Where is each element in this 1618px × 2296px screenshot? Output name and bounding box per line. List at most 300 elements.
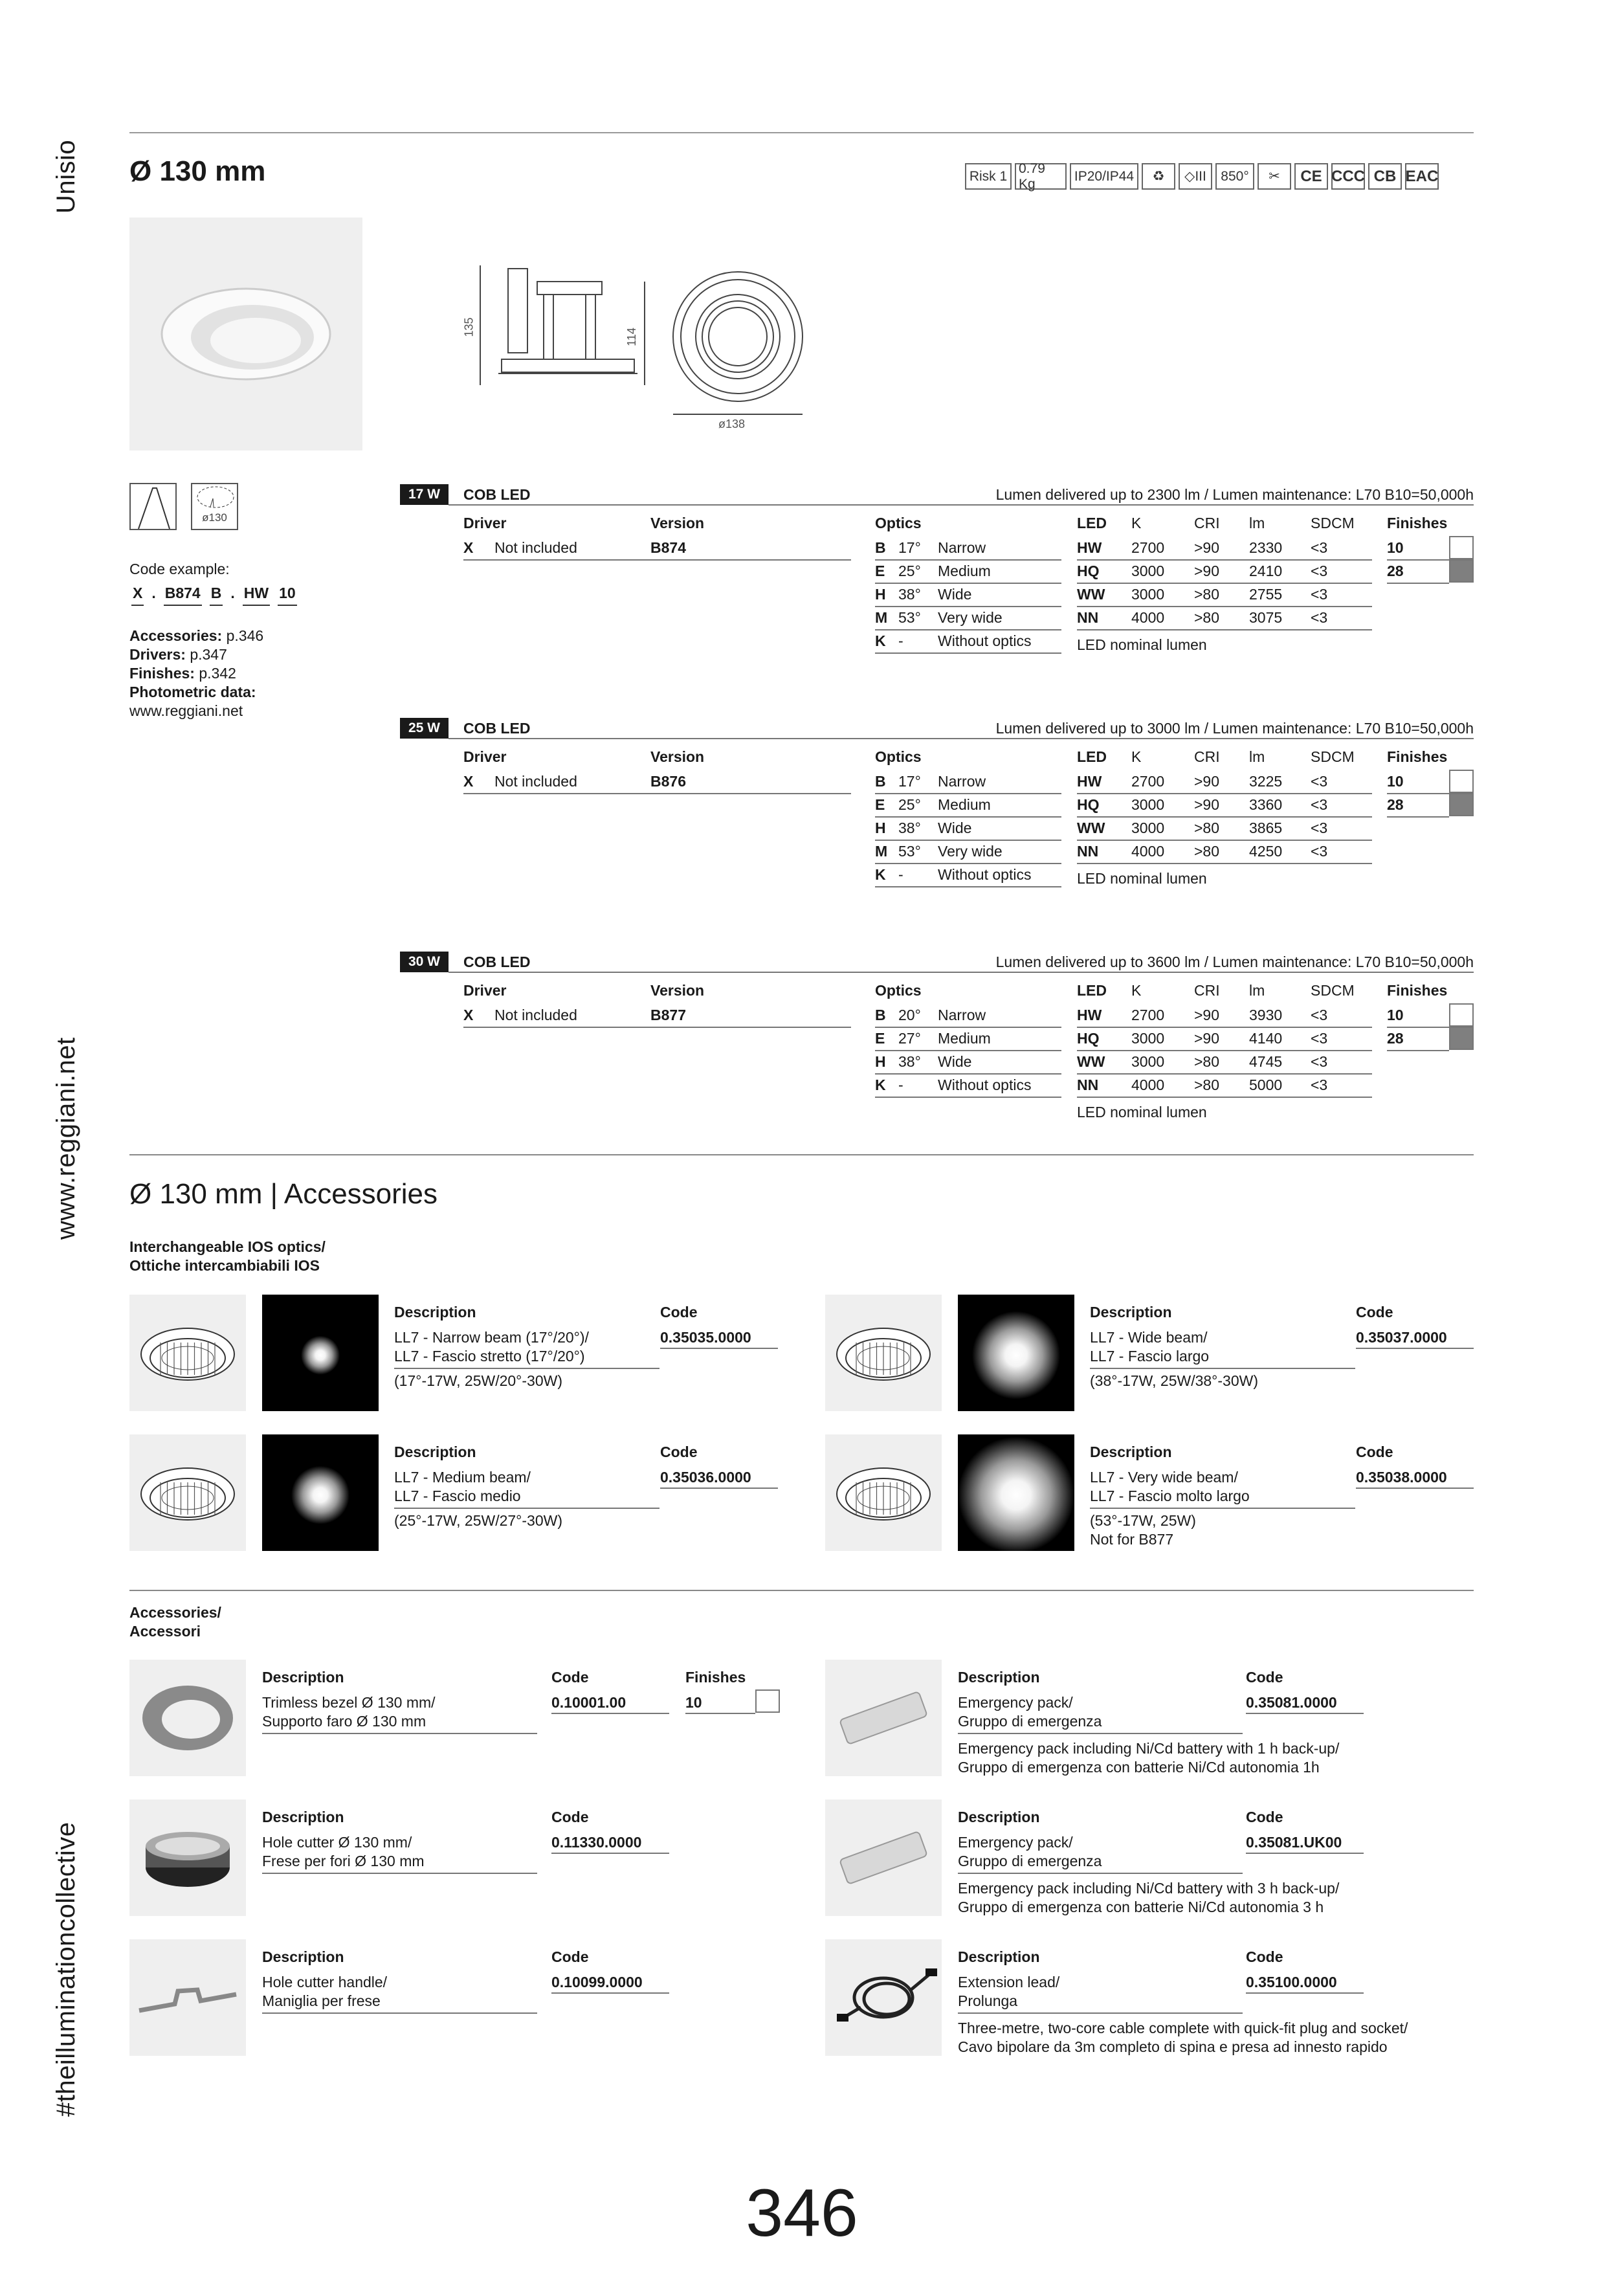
description-header: Description bbox=[394, 1304, 476, 1321]
optic-code[interactable]: B bbox=[875, 1007, 886, 1023]
led-lumen: 2755 bbox=[1249, 586, 1283, 603]
led-sdcm: <3 bbox=[1311, 819, 1328, 836]
code-underline bbox=[551, 1853, 669, 1854]
optic-code[interactable]: H bbox=[875, 1053, 886, 1070]
led-kelvin: 3000 bbox=[1131, 586, 1165, 603]
reference-line bbox=[129, 664, 263, 683]
description-line: LL7 - Fascio molto largo bbox=[1090, 1488, 1250, 1504]
no-insulation-cover-icon: ✂ bbox=[1258, 163, 1291, 190]
led-sdcm: <3 bbox=[1311, 796, 1328, 813]
product-photo bbox=[129, 217, 362, 451]
code-part: X bbox=[131, 585, 144, 606]
optic-angle: - bbox=[898, 632, 903, 649]
column-header-led: LED bbox=[1077, 515, 1107, 531]
led-sdcm: <3 bbox=[1311, 1030, 1328, 1047]
finish-code[interactable]: 10 bbox=[1387, 539, 1404, 556]
description-underline bbox=[394, 1368, 659, 1369]
optic-code[interactable]: E bbox=[875, 796, 885, 813]
cb-mark-icon: CB bbox=[1368, 163, 1402, 190]
led-cri: >90 bbox=[1194, 773, 1220, 790]
led-sdcm: <3 bbox=[1311, 609, 1328, 626]
column-header-driver: Driver bbox=[463, 982, 507, 999]
optic-angle: 53° bbox=[898, 843, 921, 860]
section-rule bbox=[449, 504, 1474, 506]
code-example bbox=[131, 585, 297, 606]
description-line: Gruppo di emergenza bbox=[958, 1853, 1102, 1869]
led-underline bbox=[1077, 840, 1372, 841]
code-underline bbox=[1246, 1853, 1364, 1854]
code-part: 10 bbox=[278, 585, 297, 606]
product-code[interactable]: 0.35035.0000 bbox=[660, 1329, 751, 1346]
finish-code[interactable]: 28 bbox=[1387, 1030, 1404, 1047]
led-kelvin: 4000 bbox=[1131, 609, 1165, 626]
led-underline bbox=[1077, 1097, 1372, 1098]
description-note: Not for B877 bbox=[1090, 1531, 1174, 1548]
led-cri: >80 bbox=[1194, 1053, 1220, 1070]
version-underline bbox=[650, 559, 851, 561]
product-code[interactable]: 0.35037.0000 bbox=[1356, 1329, 1447, 1346]
description-line: Trimless bezel Ø 130 mm/ bbox=[262, 1694, 436, 1711]
glow-wire-icon: 850° bbox=[1215, 163, 1254, 190]
height-dimension: 135 bbox=[462, 317, 476, 337]
description-line: LL7 - Fascio medio bbox=[394, 1488, 521, 1504]
finish-swatch[interactable] bbox=[755, 1689, 780, 1713]
finish-code[interactable]: 10 bbox=[1387, 1007, 1404, 1023]
optic-code[interactable]: H bbox=[875, 819, 886, 836]
reference-value: p.342 bbox=[199, 665, 236, 682]
led-cri: >90 bbox=[1194, 539, 1220, 556]
led-underline bbox=[1077, 559, 1372, 561]
optic-photo bbox=[825, 1295, 942, 1411]
description-note: Three-metre, two-core cable complete with quick-fit plug and socket/ bbox=[958, 2020, 1408, 2036]
finish-code[interactable]: 10 bbox=[685, 1694, 702, 1711]
reference-label: Photometric data: bbox=[129, 684, 256, 700]
family-name: Unisio bbox=[52, 139, 80, 214]
section-rule bbox=[449, 738, 1474, 739]
top-divider bbox=[129, 132, 1474, 133]
led-lumen: 3225 bbox=[1249, 773, 1283, 790]
reference-line bbox=[129, 627, 263, 645]
cutout-diameter-label: ø130 bbox=[202, 511, 227, 524]
description-underline bbox=[1090, 1508, 1355, 1509]
finish-swatch[interactable] bbox=[1449, 559, 1474, 583]
led-kelvin: 3000 bbox=[1131, 563, 1165, 579]
code-header: Code bbox=[1246, 1948, 1283, 1965]
website-link[interactable]: www.reggiani.net bbox=[52, 1037, 80, 1240]
accessory-photo-cutter bbox=[129, 1800, 246, 1916]
weight-icon: 0.79 Kg bbox=[1015, 163, 1067, 190]
optic-name: Narrow bbox=[938, 539, 986, 556]
optic-angle: 27° bbox=[898, 1030, 921, 1047]
accessories-title: Ø 130 mm | Accessories bbox=[129, 1178, 438, 1210]
optics-heading-line: Interchangeable IOS optics/ bbox=[129, 1238, 326, 1255]
optic-name: Medium bbox=[938, 796, 991, 813]
led-lumen: 2330 bbox=[1249, 539, 1283, 556]
section-rule bbox=[449, 972, 1474, 973]
driver-code: X bbox=[463, 773, 474, 790]
description-header: Description bbox=[1090, 1443, 1172, 1460]
reference-label: Drivers: bbox=[129, 646, 186, 663]
eac-mark-icon: EAC bbox=[1405, 163, 1439, 190]
optic-name: Medium bbox=[938, 1030, 991, 1047]
code-underline bbox=[660, 1488, 778, 1489]
code-part: B bbox=[210, 585, 223, 606]
led-lumen: 5000 bbox=[1249, 1076, 1283, 1093]
accessories-heading-line: Accessori bbox=[129, 1623, 201, 1640]
column-header-version: Version bbox=[650, 515, 705, 531]
led-note: LED nominal lumen bbox=[1077, 870, 1207, 887]
optic-angle: 25° bbox=[898, 563, 921, 579]
led-lumen: 2410 bbox=[1249, 563, 1283, 579]
optic-angle: - bbox=[898, 866, 903, 883]
photobiological-risk-icon: Risk 1 bbox=[965, 163, 1012, 190]
code-header: Code bbox=[660, 1304, 698, 1321]
wattage-badge: 25 W bbox=[400, 718, 449, 739]
version-code[interactable]: B874 bbox=[650, 539, 686, 556]
code-underline bbox=[1356, 1488, 1474, 1489]
accessories-heading-line: Accessories/ bbox=[129, 1604, 221, 1621]
column-header-cri: CRI bbox=[1194, 982, 1220, 999]
description-underline bbox=[958, 1873, 1243, 1874]
code-part: B874 bbox=[164, 585, 202, 606]
description-note: (25°-17W, 25W/27°-30W) bbox=[394, 1512, 562, 1529]
description-underline bbox=[1090, 1368, 1355, 1369]
accessory-photo-pack bbox=[825, 1660, 942, 1776]
led-code[interactable]: HW bbox=[1077, 539, 1102, 556]
led-underline bbox=[1077, 793, 1372, 794]
description-header: Description bbox=[262, 1669, 344, 1686]
description-line: Hole cutter Ø 130 mm/ bbox=[262, 1834, 412, 1851]
description-line: Supporto faro Ø 130 mm bbox=[262, 1713, 427, 1730]
reference-label: Accessories: bbox=[129, 627, 223, 644]
description-underline bbox=[262, 2012, 537, 2014]
column-header-finishes: Finishes bbox=[1387, 748, 1448, 765]
recycle-icon: ♻ bbox=[1142, 163, 1175, 190]
code-header: Code bbox=[551, 1948, 589, 1965]
accessories-heading bbox=[129, 1603, 221, 1641]
led-lumen: 3930 bbox=[1249, 1007, 1283, 1023]
optic-photo bbox=[129, 1295, 246, 1411]
column-header-optics: Optics bbox=[875, 982, 922, 999]
hashtag: #theilluminationcollective bbox=[52, 1822, 80, 2117]
code-underline bbox=[1356, 1348, 1474, 1349]
product-code[interactable]: 0.35081.0000 bbox=[1246, 1694, 1337, 1711]
optic-code[interactable]: E bbox=[875, 563, 885, 579]
optic-name: Narrow bbox=[938, 773, 986, 790]
finish-underline bbox=[1387, 816, 1449, 818]
finish-swatch[interactable] bbox=[1449, 793, 1474, 816]
description-line: LL7 - Medium beam/ bbox=[394, 1469, 531, 1486]
optic-name: Very wide bbox=[938, 609, 1003, 626]
description-line: Emergency pack/ bbox=[958, 1834, 1073, 1851]
description-note: Emergency pack including Ni/Cd battery with 1 h back-up/ bbox=[958, 1740, 1340, 1757]
code-header: Code bbox=[1246, 1669, 1283, 1686]
version-underline bbox=[650, 1027, 851, 1028]
description-header: Description bbox=[958, 1809, 1040, 1825]
code-header: Code bbox=[1356, 1443, 1393, 1460]
column-header-led: LED bbox=[1077, 982, 1107, 999]
description-header: Description bbox=[262, 1948, 344, 1965]
column-header-sdcm: SDCM bbox=[1311, 748, 1355, 765]
led-underline bbox=[1077, 629, 1372, 630]
optic-angle: 38° bbox=[898, 819, 921, 836]
finish-code[interactable]: 10 bbox=[1387, 773, 1404, 790]
references bbox=[129, 627, 263, 720]
product-code[interactable]: 0.35100.0000 bbox=[1246, 1974, 1337, 1990]
led-underline bbox=[1077, 816, 1372, 818]
optic-code[interactable]: B bbox=[875, 773, 886, 790]
led-code[interactable]: HQ bbox=[1077, 1030, 1100, 1047]
cutout-diameter-icon bbox=[191, 483, 238, 530]
column-header-k: K bbox=[1131, 982, 1142, 999]
led-cri: >80 bbox=[1194, 586, 1220, 603]
finish-swatch[interactable] bbox=[1449, 536, 1474, 559]
description-underline bbox=[262, 1873, 537, 1874]
code-underline bbox=[660, 1348, 778, 1349]
version-code[interactable]: B876 bbox=[650, 773, 686, 790]
led-sdcm: <3 bbox=[1311, 539, 1328, 556]
optic-name: Narrow bbox=[938, 1007, 986, 1023]
led-code[interactable]: NN bbox=[1077, 1076, 1099, 1093]
description-underline bbox=[394, 1508, 659, 1509]
description-header: Description bbox=[262, 1809, 344, 1825]
description-note: Emergency pack including Ni/Cd battery with 3 h back-up/ bbox=[958, 1880, 1340, 1897]
accessories-list-divider bbox=[129, 1590, 1474, 1591]
section-title: COB LED bbox=[463, 720, 531, 737]
led-kelvin: 2700 bbox=[1131, 1007, 1165, 1023]
optic-name: Without optics bbox=[938, 1076, 1032, 1093]
column-header-finishes: Finishes bbox=[1387, 515, 1448, 531]
optic-name: Wide bbox=[938, 819, 972, 836]
description-note: (38°-17W, 25W/38°-30W) bbox=[1090, 1372, 1258, 1389]
led-underline bbox=[1077, 863, 1372, 864]
description-note: (17°-17W, 25W/20°-30W) bbox=[394, 1372, 562, 1389]
ip-rating-icon: IP20/IP44 bbox=[1070, 163, 1138, 190]
led-code[interactable]: NN bbox=[1077, 609, 1099, 626]
finish-underline bbox=[685, 1713, 755, 1714]
column-header-driver: Driver bbox=[463, 515, 507, 531]
driver-underline bbox=[463, 793, 651, 794]
finish-code[interactable]: 28 bbox=[1387, 796, 1404, 813]
finish-underline bbox=[1387, 1050, 1449, 1051]
optic-angle: 53° bbox=[898, 609, 921, 626]
led-sdcm: <3 bbox=[1311, 1007, 1328, 1023]
led-cri: >80 bbox=[1194, 843, 1220, 860]
led-lumen: 4140 bbox=[1249, 1030, 1283, 1047]
led-kelvin: 2700 bbox=[1131, 773, 1165, 790]
description-line: Emergency pack/ bbox=[958, 1694, 1073, 1711]
code-example-label: Code example: bbox=[129, 561, 230, 577]
code-header: Code bbox=[660, 1443, 698, 1460]
code-header: Code bbox=[1356, 1304, 1393, 1321]
column-header-cri: CRI bbox=[1194, 515, 1220, 531]
led-note: LED nominal lumen bbox=[1077, 1104, 1207, 1120]
optic-code[interactable]: M bbox=[875, 843, 888, 860]
led-kelvin: 3000 bbox=[1131, 1030, 1165, 1047]
led-kelvin: 2700 bbox=[1131, 539, 1165, 556]
description-header: Description bbox=[394, 1443, 476, 1460]
description-underline bbox=[958, 2012, 1243, 2014]
optic-name: Medium bbox=[938, 563, 991, 579]
driver-label: Not included bbox=[494, 773, 577, 790]
description-line: Prolunga bbox=[958, 1992, 1018, 2009]
led-cri: >80 bbox=[1194, 819, 1220, 836]
optic-code[interactable]: B bbox=[875, 539, 886, 556]
photometric-url[interactable]: www.reggiani.net bbox=[129, 702, 243, 719]
led-cri: >90 bbox=[1194, 1030, 1220, 1047]
recess-dimension: 114 bbox=[625, 328, 638, 346]
description-line: LL7 - Wide beam/ bbox=[1090, 1329, 1208, 1346]
version-code[interactable]: B877 bbox=[650, 1007, 686, 1023]
description-line: Extension lead/ bbox=[958, 1974, 1060, 1990]
description-note: (53°-17W, 25W) bbox=[1090, 1512, 1196, 1529]
led-underline bbox=[1077, 583, 1372, 584]
led-underline bbox=[1077, 1027, 1372, 1028]
led-lumen: 3075 bbox=[1249, 609, 1283, 626]
optic-photo bbox=[129, 1434, 246, 1551]
code-part: . bbox=[230, 585, 235, 601]
column-header-led: LED bbox=[1077, 748, 1107, 765]
led-sdcm: <3 bbox=[1311, 586, 1328, 603]
optic-name: Without optics bbox=[938, 866, 1032, 883]
beam-pattern-image bbox=[958, 1434, 1074, 1551]
optic-code[interactable]: M bbox=[875, 609, 888, 626]
ce-mark-icon: CE bbox=[1294, 163, 1328, 190]
optic-code[interactable]: K bbox=[875, 632, 886, 649]
led-kelvin: 3000 bbox=[1131, 1053, 1165, 1070]
optic-underline bbox=[875, 652, 1061, 654]
optic-angle: 20° bbox=[898, 1007, 921, 1023]
description-line: Hole cutter handle/ bbox=[262, 1974, 388, 1990]
led-code[interactable]: HQ bbox=[1077, 563, 1100, 579]
description-header: Description bbox=[958, 1948, 1040, 1965]
finish-code[interactable]: 28 bbox=[1387, 563, 1404, 579]
description-line: LL7 - Very wide beam/ bbox=[1090, 1469, 1238, 1486]
reference-value: p.347 bbox=[190, 646, 227, 663]
column-header-lm: lm bbox=[1249, 982, 1265, 999]
description-header: Description bbox=[1090, 1304, 1172, 1321]
diameter-dimension: ø138 bbox=[718, 418, 746, 430]
lumen-info: Lumen delivered up to 3000 lm / Lumen maintenance: L70 B10=50,000h bbox=[995, 720, 1474, 737]
product-code[interactable]: 0.35081.UK00 bbox=[1246, 1834, 1342, 1851]
led-kelvin: 3000 bbox=[1131, 796, 1165, 813]
led-cri: >90 bbox=[1194, 796, 1220, 813]
driver-code: X bbox=[463, 539, 474, 556]
led-sdcm: <3 bbox=[1311, 563, 1328, 579]
optic-angle: 25° bbox=[898, 796, 921, 813]
driver-code: X bbox=[463, 1007, 474, 1023]
column-header-optics: Optics bbox=[875, 748, 922, 765]
led-code[interactable]: HQ bbox=[1077, 796, 1100, 813]
finish-swatch[interactable] bbox=[1449, 770, 1474, 793]
led-cri: >80 bbox=[1194, 1076, 1220, 1093]
product-code[interactable]: 0.35036.0000 bbox=[660, 1469, 751, 1486]
description-line: Maniglia per frese bbox=[262, 1992, 381, 2009]
column-header-k: K bbox=[1131, 748, 1142, 765]
optic-angle: 38° bbox=[898, 586, 921, 603]
optic-code[interactable]: E bbox=[875, 1030, 885, 1047]
led-code[interactable]: NN bbox=[1077, 843, 1099, 860]
optic-photo bbox=[825, 1434, 942, 1551]
description-underline bbox=[958, 1733, 1243, 1734]
optics-heading bbox=[129, 1238, 326, 1275]
led-sdcm: <3 bbox=[1311, 1076, 1328, 1093]
led-code[interactable]: HW bbox=[1077, 773, 1102, 790]
optic-name: Very wide bbox=[938, 843, 1003, 860]
led-code[interactable]: HW bbox=[1077, 1007, 1102, 1023]
technical-drawing bbox=[453, 256, 815, 437]
optics-heading-line: Ottiche intercambiabili IOS bbox=[129, 1257, 320, 1274]
description-line: Frese per fori Ø 130 mm bbox=[262, 1853, 425, 1869]
optic-angle: 17° bbox=[898, 539, 921, 556]
accessory-photo-bezel bbox=[129, 1660, 246, 1776]
description-note: Cavo bipolare da 3m completo di spina e presa ad innesto rapido bbox=[958, 2038, 1388, 2055]
section-title: COB LED bbox=[463, 486, 531, 503]
led-code[interactable]: WW bbox=[1077, 819, 1105, 836]
product-code[interactable]: 0.35038.0000 bbox=[1356, 1469, 1447, 1486]
led-code[interactable]: WW bbox=[1077, 1053, 1105, 1070]
optic-angle: - bbox=[898, 1076, 903, 1093]
optic-code[interactable]: K bbox=[875, 866, 886, 883]
code-part: . bbox=[151, 585, 156, 601]
led-lumen: 3360 bbox=[1249, 796, 1283, 813]
lumen-info: Lumen delivered up to 3600 lm / Lumen maintenance: L70 B10=50,000h bbox=[995, 953, 1474, 970]
optic-angle: 38° bbox=[898, 1053, 921, 1070]
optic-code[interactable]: K bbox=[875, 1076, 886, 1093]
code-underline bbox=[1246, 1992, 1364, 1994]
led-note: LED nominal lumen bbox=[1077, 636, 1207, 653]
product-code[interactable]: 0.11330.0000 bbox=[551, 1834, 642, 1851]
spec-section-30w bbox=[400, 952, 1474, 1165]
product-code[interactable]: 0.10001.00 bbox=[551, 1694, 626, 1711]
optic-underline bbox=[875, 886, 1061, 887]
led-lumen: 3865 bbox=[1249, 819, 1283, 836]
code-part: HW bbox=[243, 585, 270, 606]
optic-code[interactable]: H bbox=[875, 586, 886, 603]
description-line: LL7 - Fascio stretto (17°/20°) bbox=[394, 1348, 585, 1365]
led-underline bbox=[1077, 1050, 1372, 1051]
led-sdcm: <3 bbox=[1311, 773, 1328, 790]
lumen-info: Lumen delivered up to 2300 lm / Lumen maintenance: L70 B10=50,000h bbox=[995, 486, 1474, 503]
led-cri: >90 bbox=[1194, 563, 1220, 579]
description-note: Gruppo di emergenza con batterie Ni/Cd autonomia 1h bbox=[958, 1759, 1320, 1776]
led-underline bbox=[1077, 606, 1372, 607]
reference-line bbox=[129, 683, 263, 702]
optic-underline bbox=[875, 1097, 1061, 1098]
page-number: 346 bbox=[746, 2176, 858, 2251]
beam-pattern-image bbox=[262, 1434, 379, 1551]
led-sdcm: <3 bbox=[1311, 843, 1328, 860]
accessories-divider bbox=[129, 1154, 1474, 1155]
version-underline bbox=[650, 793, 851, 794]
wattage-badge: 30 W bbox=[400, 952, 449, 972]
led-code[interactable]: WW bbox=[1077, 586, 1105, 603]
wattage-badge: 17 W bbox=[400, 484, 449, 505]
description-line: LL7 - Fascio largo bbox=[1090, 1348, 1210, 1365]
code-header: Code bbox=[551, 1809, 589, 1825]
column-header-version: Version bbox=[650, 982, 705, 999]
class-iii-icon: ◇III bbox=[1179, 163, 1212, 190]
driver-underline bbox=[463, 559, 651, 561]
reference-line bbox=[129, 645, 263, 664]
product-code[interactable]: 0.10099.0000 bbox=[551, 1974, 643, 1990]
finish-swatch[interactable] bbox=[1449, 1003, 1474, 1027]
description-underline bbox=[262, 1733, 537, 1734]
optic-name: Wide bbox=[938, 1053, 972, 1070]
description-header: Description bbox=[958, 1669, 1040, 1686]
led-kelvin: 4000 bbox=[1131, 843, 1165, 860]
finish-swatch[interactable] bbox=[1449, 1027, 1474, 1050]
